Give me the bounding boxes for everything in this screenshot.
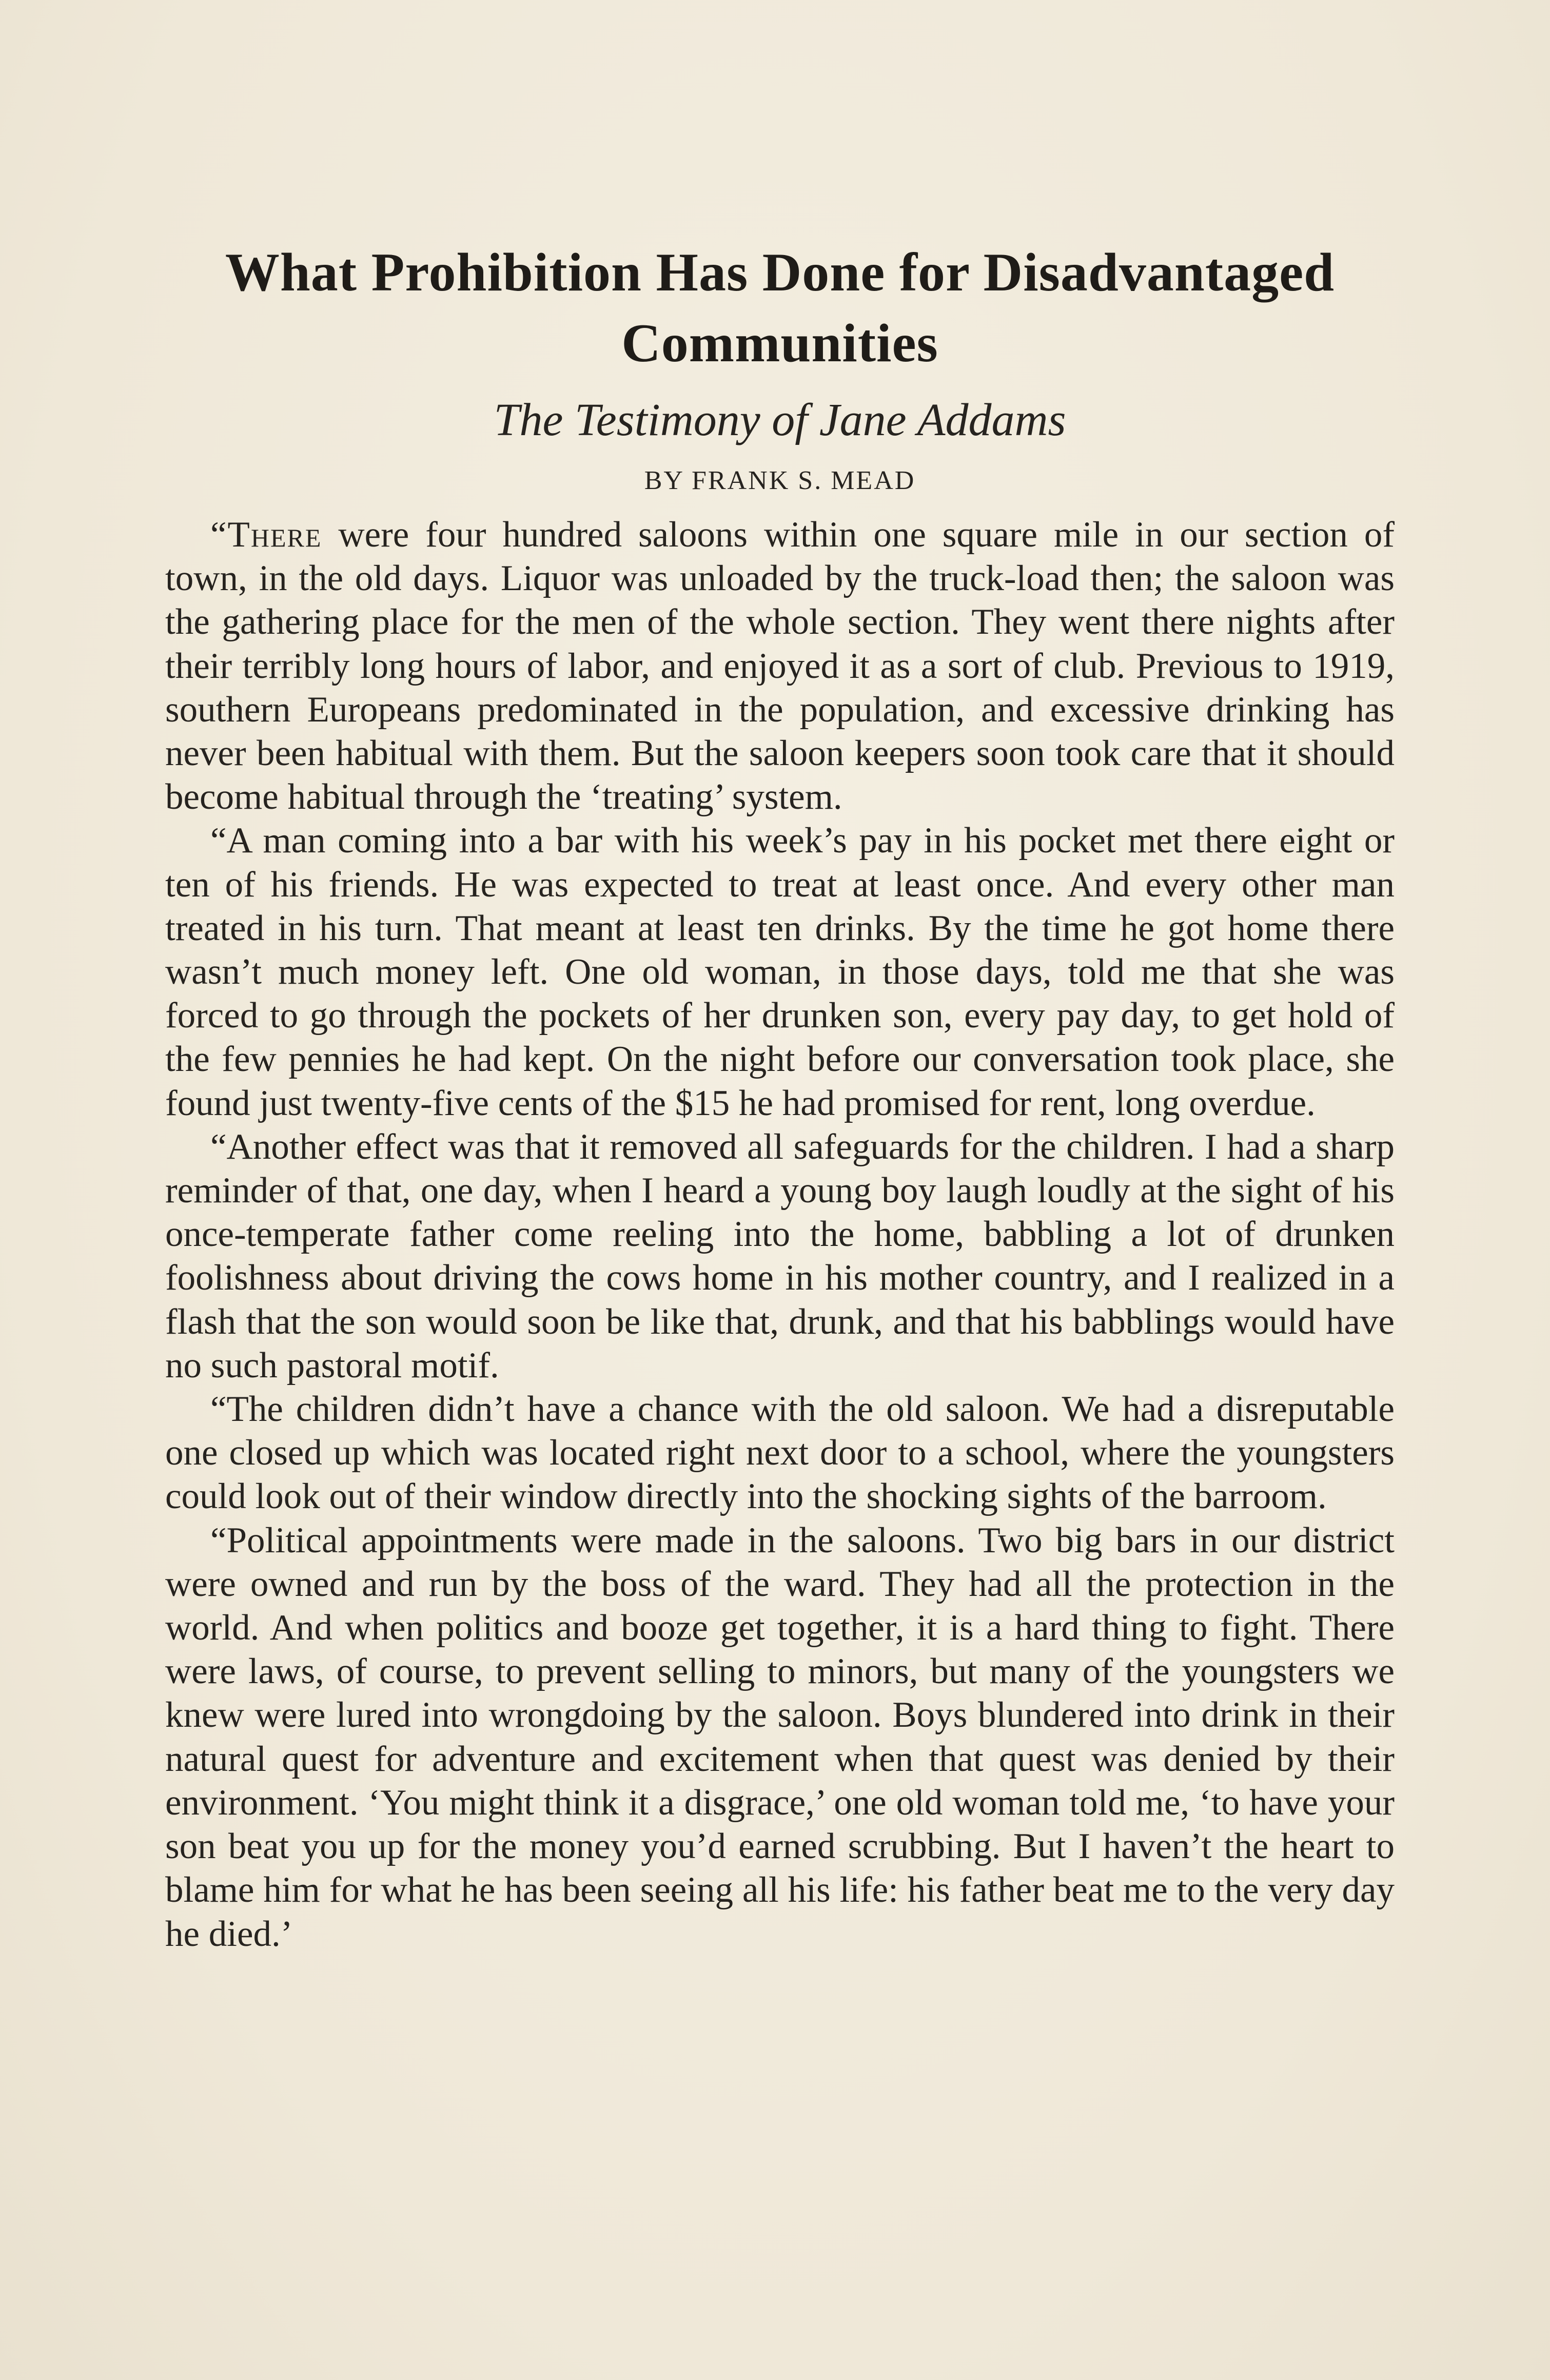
- article-subtitle: The Testimony of Jane Addams: [494, 395, 1066, 445]
- paragraph-4: “The children didn’t have a chance with the old saloon. We had a disreputable one closed up which was located right next door to a school, where the youngsters could look out of their window directly into the shocking sights of the barroom.: [165, 1389, 1395, 1517]
- paragraph-3: “Another effect was that it removed all safeguards for the children. I had a sharp reminder of that, one day, when I heard a young boy laugh loudly at the sight of his once-temperate father come reeling into the home, babbling a lot of drunken foolishness about driving the cows home in his mother country, and I realized in a flash that the son would soon be like that, drunk, and that his babblings would have no such pastoral motif.: [165, 1126, 1395, 1386]
- paragraph-2: “A man coming into a bar with his week’s pay in his pocket met there eight or ten of his friends. He was expected to treat at least once. And every other man treated in his turn. That meant at least ten drinks. By the time he got home there wasn’t much money left. One old woman, in those days, told me that she was forced to go through the pockets of her drunken son, every pay day, to get hold of the few pennies he had kept. On the night before our conversation took place, she found just twenty-five cents of the $15 he had promised for rent, long overdue.: [165, 821, 1395, 1123]
- article-byline: BY FRANK S. MEAD: [644, 466, 916, 495]
- paragraph-1-text: were four hundred saloons within one square mile in our section of town, in the old days. Liquor was unloaded by the truck-load then; the saloon was the gathering place for the men of the whole section. They went there nights after their terribly long hours of labor, and enjoyed it as a sort of club. Previous to 1919, southern Europeans predominated in the population, and excessive drinking has never been habitual with them. But the saloon keepers soon took care that it should become habitual through the ‘treating’ system.: [165, 515, 1395, 817]
- paragraph-1-lead: “There: [210, 515, 322, 555]
- paragraph-5: “Political appointments were made in the saloons. Two big bars in our district were owned and run by the boss of the ward. They had all the protection in the world. And when politics and booze get together, it is a hard thing to fight. There were laws, of course, to prevent selling to minors, but many of the youngsters we knew were lured into wrongdoing by the saloon. Boys blundered into drink in their natural quest for adventure and excitement when that quest was denied by their environment. ‘You might think it a disgrace,’ one old woman told me, ‘to have your son beat you up for the money you’d earned scrubbing. But I haven’t the heart to blame him for what he has been seeing all his life: his father beat me to the very day he died.’: [165, 1520, 1395, 1954]
- article-title: What Prohibition Has Done for Disadvantaged Communities: [225, 242, 1335, 373]
- article: [165, 237, 1395, 1956]
- paragraph-1: [165, 513, 1395, 819]
